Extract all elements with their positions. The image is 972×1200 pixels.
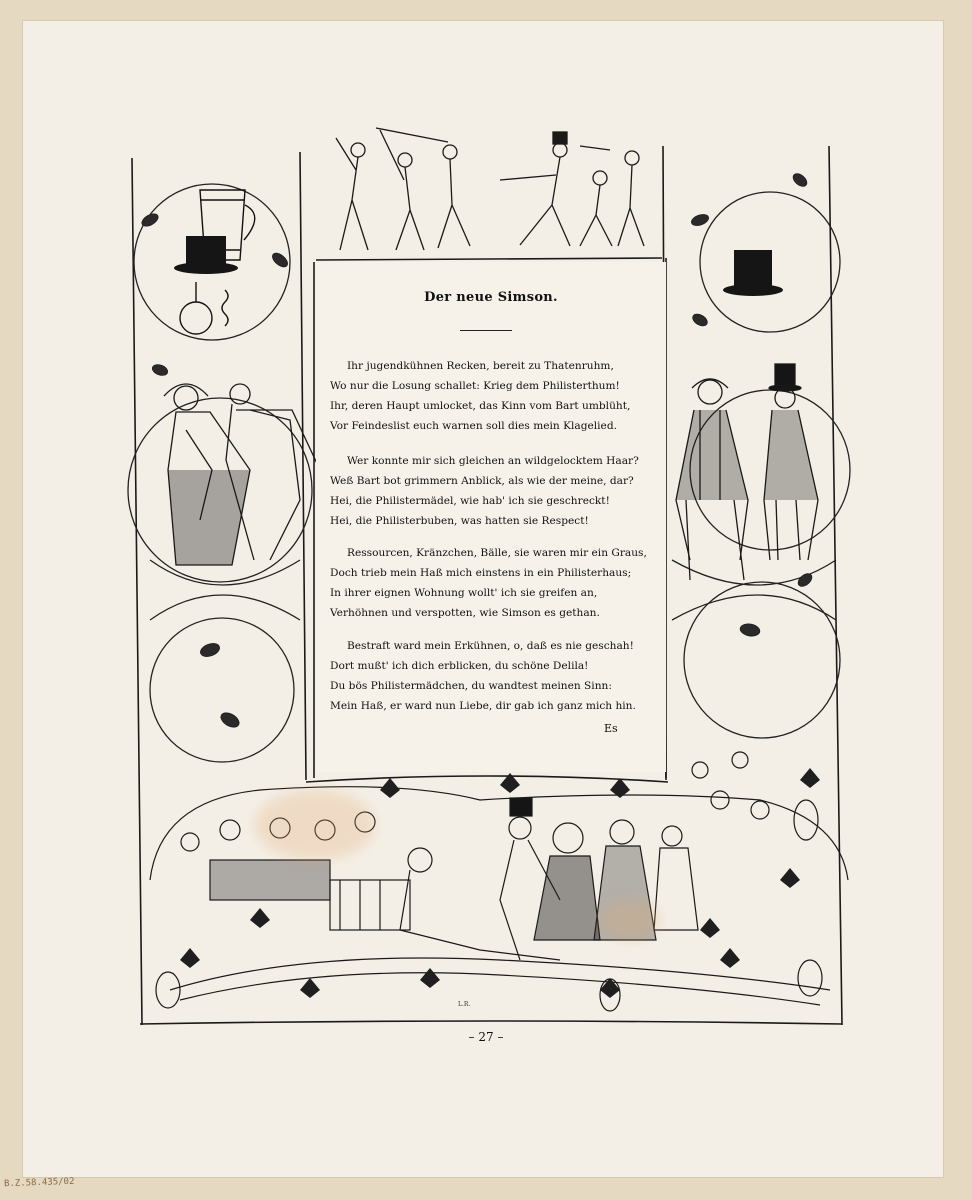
foxing-stain bbox=[255, 790, 375, 860]
stanza-4 bbox=[330, 636, 660, 716]
verse-line: Mein Haß, er ward nun Liebe, dir gab ich ganz mich hin. bbox=[330, 700, 636, 712]
page-number: – 27 – bbox=[468, 1030, 504, 1044]
sword-fight-scene-icon bbox=[336, 128, 644, 250]
inventory-mark: B.Z.58.435/02 bbox=[3, 1176, 75, 1190]
verse-line: Ressourcen, Kränzchen, Bälle, sie waren mir ein Graus, bbox=[347, 547, 647, 559]
title-divider bbox=[460, 330, 512, 331]
verse-line: Dort mußt' ich dich erblicken, du schöne Delila! bbox=[330, 660, 589, 672]
foxing-stain bbox=[600, 900, 660, 940]
catchword: Es bbox=[604, 722, 618, 735]
verse-line: Verhöhnen und verspotten, wie Simson es gethan. bbox=[330, 607, 600, 619]
verse-line: Ihr, deren Haupt umlocket, das Kinn vom Bart umblüht, bbox=[330, 400, 631, 412]
stanza-1 bbox=[330, 356, 660, 436]
stanza-2 bbox=[330, 451, 660, 531]
verse-line: Ihr jugendkühnen Recken, bereit zu Thatenruhm, bbox=[347, 360, 614, 372]
stanza-3 bbox=[330, 543, 660, 623]
verse-line: Bestraft ward mein Erkühnen, o, daß es nie geschah! bbox=[347, 640, 634, 652]
verse-line: Doch trieb mein Haß mich einstens in ein Philisterhaus; bbox=[330, 567, 632, 579]
verse-line: Wer konnte mir sich gleichen an wildgelocktem Haar? bbox=[347, 455, 639, 467]
artist-monogram: L.R. bbox=[458, 1001, 471, 1008]
verse-line: Wo nur die Losung schallet: Krieg dem Philisterthum! bbox=[330, 380, 620, 392]
verse-line: Vor Feindeslist euch warnen soll dies mein Klagelied. bbox=[330, 420, 617, 432]
verse-line: Hei, die Philisterbuben, was hatten sie Respect! bbox=[330, 515, 589, 527]
poem-title: Der neue Simson. bbox=[424, 290, 558, 305]
verse-line: In ihrer eignen Wohnung wollt' ich sie greifen an, bbox=[330, 587, 598, 599]
verse-line: Du bös Philistermädchen, du wandtest meinen Sinn: bbox=[330, 680, 612, 692]
tavern-scene-icon bbox=[150, 752, 848, 1005]
corkscrew-icon bbox=[180, 282, 228, 334]
verse-line: Weß Bart bot grimmern Anblick, als wie der meine, dar? bbox=[330, 475, 634, 487]
verse-line: Hei, die Philistermädel, wie hab' ich sie geschreckt! bbox=[330, 495, 610, 507]
